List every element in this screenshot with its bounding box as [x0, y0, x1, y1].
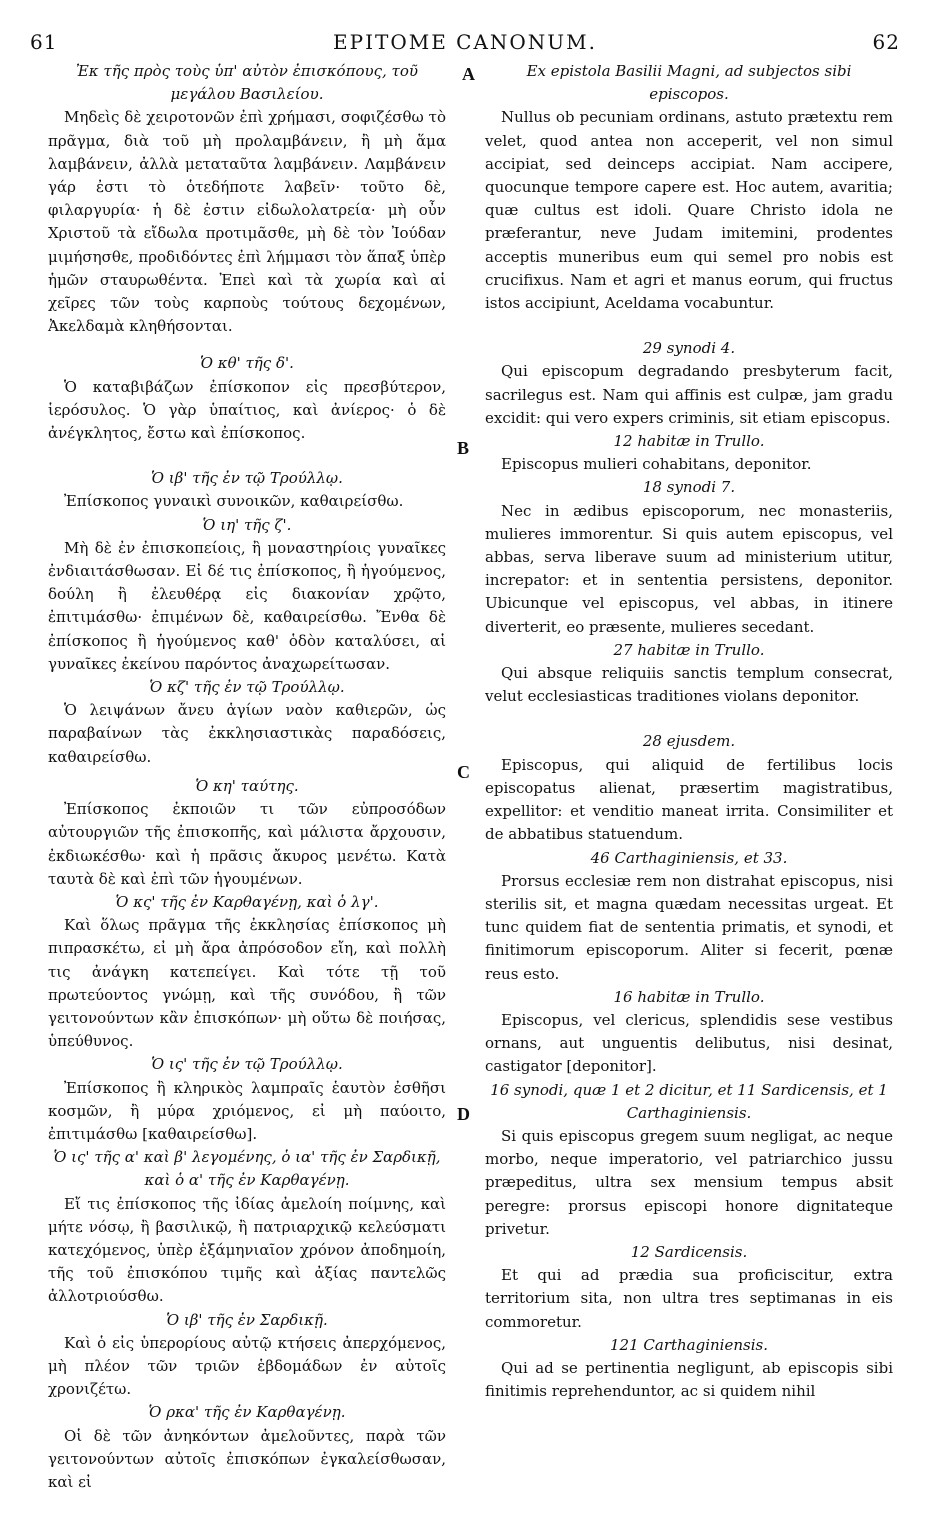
latin-heading: 16 synodi, quæ 1 et 2 dicitur, et 11 Sardicensis, et 1 Carthaginiensis.	[490, 1080, 888, 1122]
greek-paragraph: Ὁ καταβιβάζων ἐπίσκοπον εἰς πρεσβύτερον, ἱερόσυλος. Ὁ γὰρ ὑπαίτιος, καὶ ἀνίερος· ὁ δὲ ἀνέγκλητος, ἔστω καὶ ἐπίσκοπος.	[48, 377, 446, 443]
latin-heading: 28 ejusdem.	[642, 732, 736, 751]
margin-letter-a: A	[462, 64, 475, 84]
greek-heading: Ὁ ιη' τῆς ζ'.	[202, 515, 292, 534]
margin-letter-d: D	[457, 1104, 470, 1124]
greek-heading: Ὁ κζ' τῆς ἐν τῷ Τρούλλῳ.	[149, 678, 345, 697]
latin-heading: Ex epistola Basilii Magni, ad subjectos sibi episcopos.	[526, 62, 852, 104]
running-title: EPITOME CANONUM.	[333, 30, 597, 54]
greek-heading: Ἐκ τῆς πρὸς τοὺς ὑπ' αὐτὸν ἐπισκόπους, τοῦ μεγάλου Βασιλείου.	[76, 62, 418, 104]
latin-heading: 27 habitæ in Trullo.	[613, 640, 765, 659]
greek-paragraph: Καὶ ὁ εἰς ὑπερορίους αὐτῷ κτήσεις ἀπερχόμενος, μὴ πλέον τῶν τριῶν ἑβδομάδων ἐν αὐτοῖς χρονιζέτω.	[48, 1333, 446, 1399]
greek-paragraph: Ὁ λειψάνων ἄνευ ἁγίων ναὸν καθιερῶν, ὡς παραβαίνων τὰς ἐκκλησιαστικὰς παραδόσεις, καθαιρείσθω.	[48, 701, 446, 766]
greek-heading: Ὁ κη' ταύτης.	[195, 776, 299, 795]
latin-paragraph: Qui episcopum degradando presbyterum facit, sacrilegus est. Nam qui affinis est culpæ, jam gradu excidit: qui vero expers criminis, sit etiam episcopus.	[485, 362, 893, 427]
page-number-left: 61	[30, 30, 58, 54]
greek-heading: Ὁ κθ' τῆς δ'.	[200, 354, 294, 373]
latin-paragraph: Episcopus, vel clericus, splendidis sese vestibus ornans, aut unguentis delibutus, nisi desinat, castigator [deponitor].	[485, 1010, 893, 1076]
margin-letter-b: B	[457, 438, 470, 458]
latin-heading: 121 Carthaginiensis.	[610, 1335, 768, 1354]
page-number-right: 62	[872, 30, 900, 54]
latin-heading: 29 synodi 4.	[642, 339, 736, 358]
greek-heading: Ὁ ρκα' τῆς ἐν Καρθαγένῃ.	[148, 1403, 346, 1422]
latin-heading: 18 synodi 7.	[642, 478, 736, 497]
greek-paragraph: Ἐπίσκοπος ἐκποιῶν τι τῶν εὐπροσόδων αὐτουργιῶν τῆς ἐπισκοπῆς, καὶ μάλιστα ἄρχουσιν, ἐκδιωκέσθω· καὶ ἡ πρᾶσις ἄκυρος μενέτω. Κατὰ ταυτὰ δὲ καὶ ἐπὶ τῶν ἡγουμένων.	[48, 800, 446, 888]
latin-paragraph: Si quis episcopus gregem suum negligat, ac neque morbo, neque imperatorio, vel patriarchico jussu præpeditus, ultra sex mensium tempus absit peregre: prorsus episcopi honore dignitateque privetur.	[485, 1126, 893, 1238]
greek-paragraph: Μὴ δὲ ἐν ἐπισκοπείοις, ἢ μοναστηρίοις γυναῖκες ἐνδιαιτάσθωσαν. Εἰ δέ τις ἐπίσκοπος, ἢ ἡγούμενος, δούλη ἢ ἐλευθέρᾳ εἰς διακονίαν χρῷτο, ἐπιτιμάσθω· ἐπιμένων δὲ, καθαιρείσθω. Ἔνθα δὲ ἐπίσκοπος ἢ ἡγούμενος καθ' ὁδὸν καταλύσει, αἱ γυναῖκες ἐκείνου παρόντος ἀναχωρείτωσαν.	[48, 538, 446, 673]
latin-heading: 16 habitæ in Trullo.	[613, 987, 765, 1006]
greek-heading: Ὁ κς' τῆς ἐν Καρθαγένῃ, καὶ ὁ λγ'.	[115, 892, 379, 911]
greek-heading: Ὁ ις' τῆς ἐν τῷ Τρούλλῳ.	[151, 1055, 343, 1074]
greek-paragraph: Οἱ δὲ τῶν ἀνηκόντων ἀμελοῦντες, παρὰ τῶν γειτονούντων αὐτοῖς ἐπισκόπων ἐγκαλείσθωσαν, καὶ εἰ	[48, 1426, 446, 1491]
latin-paragraph: Nec in ædibus episcoporum, nec monasteriis, mulieres immorentur. Si quis autem episcopus, vel abbas, serva liberave suum ad ministerium utitur, increpator: et in sententia persistens, deponitor. Ubicunque vel episcopus, vel abbas, in itinere diverterit, eo præsente, mulieres secedant.	[485, 501, 893, 636]
latin-paragraph: Episcopus mulieri cohabitans, deponitor.	[501, 455, 812, 474]
greek-heading: Ὁ ιβ' τῆς ἐν τῷ Τρούλλῳ.	[151, 469, 343, 488]
greek-paragraph: Μηδεὶς δὲ χειροτονῶν ἐπὶ χρήμασι, σοφιζέσθω τὸ πρᾶγμα, διὰ τοῦ μὴ προλαμβάνειν, ἢ μὴ ἅμα λαμβάνειν, ἀλλὰ μεταταῦτα λαμβάνειν. Λαμβάνειν γάρ ἐστι τὸ ὁτεδήποτε λαβεῖν· τοῦτο δὲ, φιλαργυρία· ἡ δὲ ἐστιν εἰδωλολατρεία· μὴ οὖν Χριστοῦ τὰ εἴδωλα προτιμᾶσθε, μὴ δὲ τὸν Ἰούδαν μιμήσησθε, προδιδόντες ἐπὶ λήμμασι τὸν ἅπαξ ὑπὲρ ἡμῶν σταυρωθέντα. Ἐπεὶ καὶ τὰ χωρία καὶ αἱ χεῖρες τῶν τοὺς καρποὺς τούτους δεχομένων, Ἀκελδαμὰ κληθήσονται.	[48, 108, 446, 336]
greek-heading: Ὁ ις' τῆς α' καὶ β' λεγομένης, ὁ ια' τῆς ἐν Σαρδικῇ, καὶ ὁ α' τῆς ἐν Καρθαγένῃ.	[53, 1148, 441, 1190]
latin-heading: 12 Sardicensis.	[630, 1242, 748, 1261]
margin-letter-c: C	[457, 762, 470, 782]
greek-paragraph: Ἐπίσκοπος ἢ κληρικὸς λαμπραῖς ἑαυτὸν ἐσθῆσι κοσμῶν, ἢ μύρα χριόμενος, εἰ μὴ παύοιτο, ἐπιτιμάσθω [καθαιρείσθω].	[48, 1078, 446, 1143]
latin-column	[485, 60, 893, 1403]
greek-heading: Ὁ ιβ' τῆς ἐν Σαρδικῇ.	[166, 1310, 328, 1329]
greek-column	[48, 60, 446, 1494]
latin-paragraph: Episcopus, qui aliquid de fertilibus locis episcopatus alienat, præsertim magistratibus, expellitor: et venditio maneat irrita. Consimiliter et de abbatibus statuendum.	[485, 755, 893, 844]
latin-heading: 46 Carthaginiensis, et 33.	[590, 848, 788, 867]
greek-paragraph: Ἐπίσκοπος γυναικὶ συνοικῶν, καθαιρείσθω.	[64, 492, 404, 511]
latin-paragraph: Nullus ob pecuniam ordinans, astuto prætextu rem velet, quod antea non acceperit, vel non simul accipiat, sed deinceps accipiat. Nam accipere, quocunque tempore capere est. Hoc autem, avaritia; quæ cultus est idoli. Quare Christo idola ne præferantur, neve Judam imitemini, prodentes acceptis muneribus eum qui semel pro nobis est crucifixus. Nam et agri et manus eorum, qui fructus istos accipiunt, Aceldama vocabuntur.	[485, 108, 893, 313]
latin-heading: 12 habitæ in Trullo.	[613, 432, 765, 451]
greek-paragraph: Καὶ ὅλως πρᾶγμα τῆς ἐκκλησίας ἐπίσκοπος μὴ πιπρασκέτω, εἰ μὴ ἄρα ἀπρόσοδον εἴη, καὶ πολλὴ τις ἀνάγκη κατεπείγει. Καὶ τότε τῇ τοῦ πρωτεύοντος γνώμῃ, καὶ τῆς συνόδου, ἢ τῶν γειτονούντων κἂν ἐπισκόπων· μὴ οὕτω δὲ ποιήσας, ὑπεύθυνος.	[48, 916, 446, 1051]
latin-paragraph: Prorsus ecclesiæ rem non distrahat episcopus, nisi sterilis sit, et magna quædam necessitas urgeat. Et tunc quidem fiat de sententia primatis, et synodi, et finitimorum episcoporum. Aliter si fecerit, pœnæ reus esto.	[485, 871, 893, 983]
latin-paragraph: Qui absque reliquiis sanctis templum consecrat, velut ecclesiasticas traditiones violans deponitor.	[485, 664, 893, 706]
greek-paragraph: Εἴ τις ἐπίσκοπος τῆς ἰδίας ἀμελοίη ποίμνης, καὶ μήτε νόσῳ, ἢ βασιλικῷ, ἢ πατριαρχικῷ κελεύσματι κατεχόμενος, ὑπὲρ ἑξάμηνιαῖον χρόνον ἀποδημοίη, τῆς τοῦ ἐπισκόπου τιμῆς καὶ ἀξίας παντελῶς ἀλλοτριούσθω.	[48, 1194, 446, 1306]
latin-paragraph: Et qui ad prædia sua proficiscitur, extra territorium sita, non ultra tres septimanas in eis commoretur.	[485, 1266, 893, 1331]
running-head	[30, 30, 900, 56]
latin-paragraph: Qui ad se pertinentia negligunt, ab episcopis sibi finitimis reprehenduntor, ac si quidem nihil	[485, 1358, 893, 1401]
